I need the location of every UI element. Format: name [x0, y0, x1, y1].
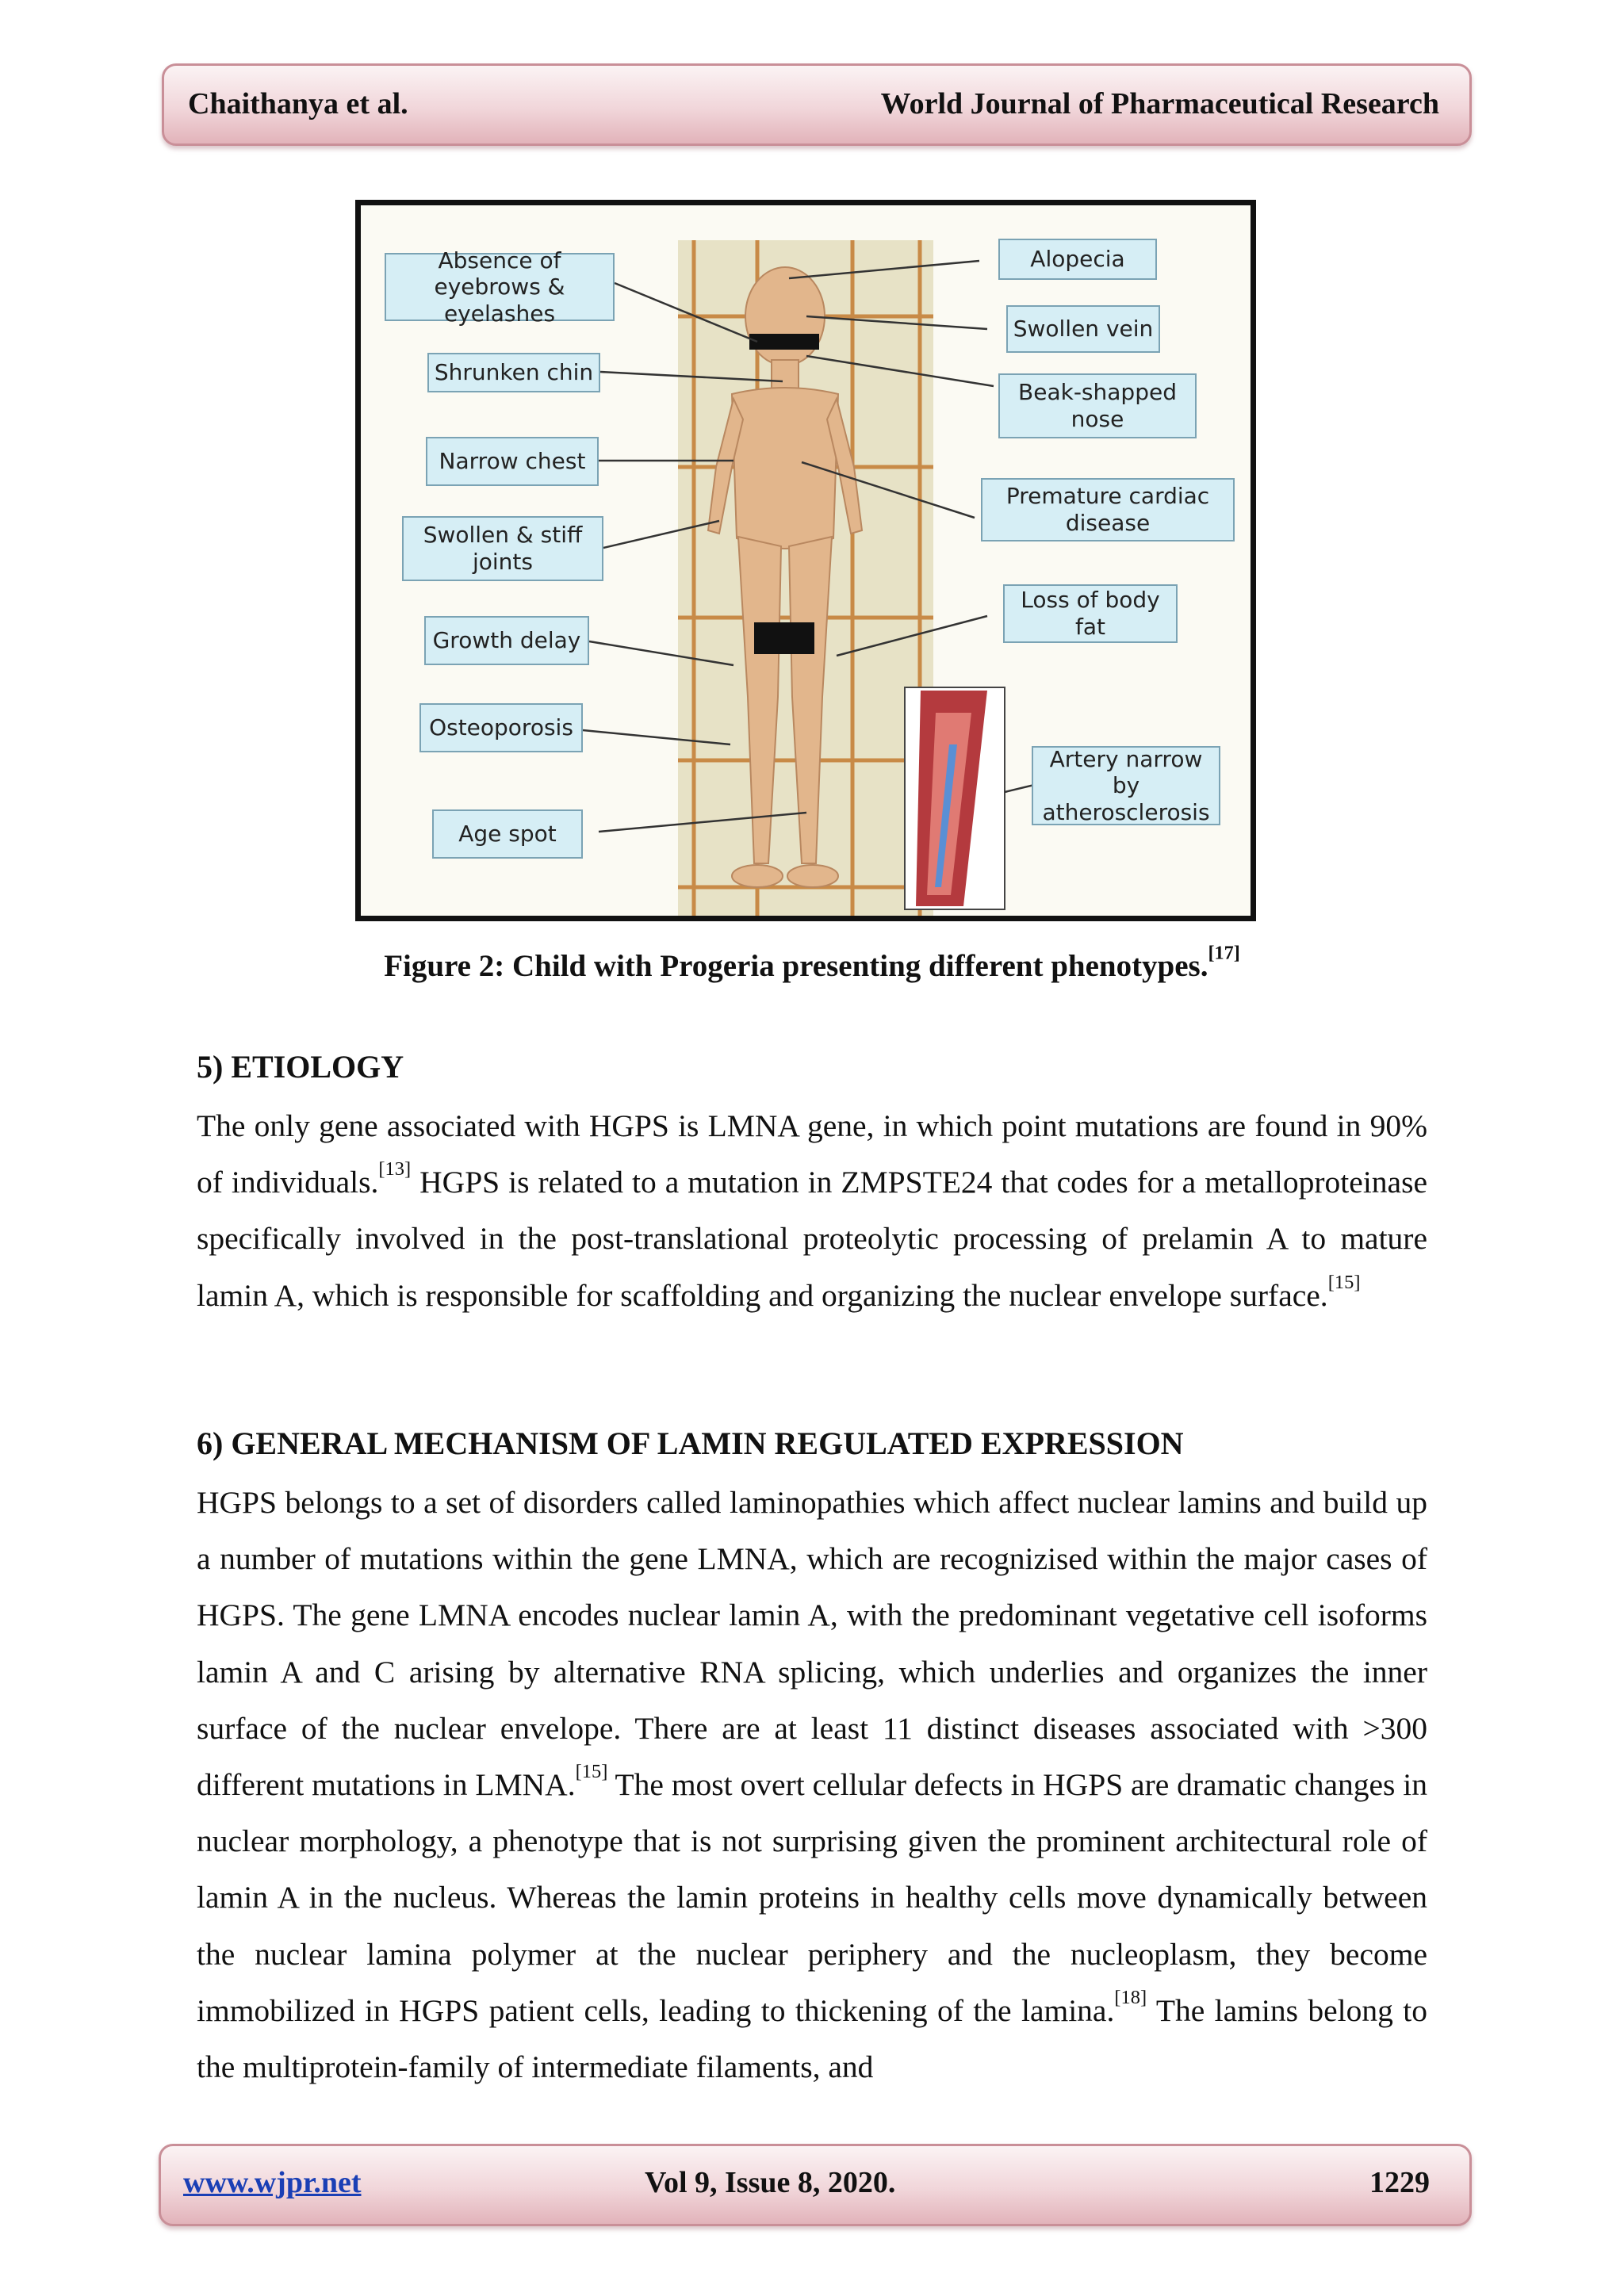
caption-text: Figure 2: Child with Progeria presenting different phenotypes.: [384, 949, 1208, 983]
label-loss-of-body-fat: Loss of body fat: [1003, 584, 1178, 643]
section-5-text-a: The only gene associated with HGPS is LMNA gene, in which point mutations are found in 90% of individuals.: [197, 1108, 1427, 1200]
section-5-heading: 5) ETIOLOGY: [197, 1049, 404, 1085]
label-premature-cardiac-disease: Premature cardiac disease: [981, 478, 1235, 541]
label-age-spot: Age spot: [432, 809, 583, 859]
section-6-text-c: The lamins belong to the multiprotein-family of intermediate filaments, and: [197, 1992, 1427, 2085]
figure-progeria-phenotypes: [355, 200, 1256, 921]
section-5-citation-b: [15]: [1327, 1271, 1361, 1293]
label-swollen-stiff-joints: Swollen & stiff joints: [402, 516, 603, 581]
section-6-citation-b: [18]: [1114, 1986, 1147, 2008]
label-artery-narrow: Artery narrow by atherosclerosis: [1032, 746, 1220, 825]
section-6-citation-a: [15]: [575, 1760, 608, 1782]
section-5-paragraph: [197, 1098, 1427, 1324]
page-number: 1229: [1369, 2166, 1430, 2199]
running-header: [162, 63, 1472, 146]
label-growth-delay: Growth delay: [424, 616, 589, 665]
header-journal: World Journal of Pharmaceutical Research: [880, 87, 1439, 121]
section-6-paragraph: [197, 1475, 1427, 2095]
label-swollen-vein: Swollen vein: [1006, 305, 1160, 353]
label-shrunken-chin: Shrunken chin: [427, 353, 600, 392]
section-6-text-a: HGPS belongs to a set of disorders called laminopathies which affect nuclear lamins and build up a number of mutations within the gene LMNA, which are recognizised within the major cases of HGPS. The gene LMNA encodes nuclear lamin A, with the predominant vegetative cell isoforms lamin A and C arising by alternative RNA splicing, which underlies and organizes the inner surface of the nuclear envelope. There are at least 11 distinct diseases associated with >300 different mutations in LMNA.: [197, 1485, 1427, 1803]
section-6-heading: 6) GENERAL MECHANISM OF LAMIN REGULATED EXPRESSION: [197, 1425, 1184, 1461]
section-5-citation-a: [13]: [378, 1158, 412, 1181]
label-narrow-chest: Narrow chest: [426, 437, 599, 486]
header-authors: Chaithanya et al.: [188, 87, 408, 121]
running-footer: [159, 2144, 1472, 2226]
label-absence-of-eyebrows: Absence of eyebrows & eyelashes: [385, 253, 615, 321]
figure-caption: [0, 942, 1624, 984]
label-alopecia: Alopecia: [998, 239, 1157, 280]
section-6-text-b: The most overt cellular defects in HGPS are dramatic changes in nuclear morphology, a phenotype that is not surprising given the prominent architectural role of lamin A in the nucleus. Whereas the lamin proteins in healthy cells move dynamically between the nuclear lamina polymer at the nuclear periphery and the nucleoplasm, they become immobilized in HGPS patient cells, leading to thickening of the lamina.: [197, 1767, 1428, 2028]
label-osteoporosis: Osteoporosis: [419, 703, 583, 752]
journal-website-link[interactable]: www.wjpr.net: [183, 2166, 362, 2199]
volume-issue: Vol 9, Issue 8, 2020.: [645, 2166, 896, 2199]
section-5-text-b: HGPS is related to a mutation in ZMPSTE24 that codes for a metalloproteinase specifically involved in the post-translational proteolytic processing of prelamin A to mature lamin A, which is responsible for scaffolding and organizing the nuclear envelope surface.: [197, 1165, 1427, 1313]
label-beak-shaped-nose: Beak-shapped nose: [998, 373, 1197, 438]
caption-citation: [17]: [1208, 942, 1240, 964]
